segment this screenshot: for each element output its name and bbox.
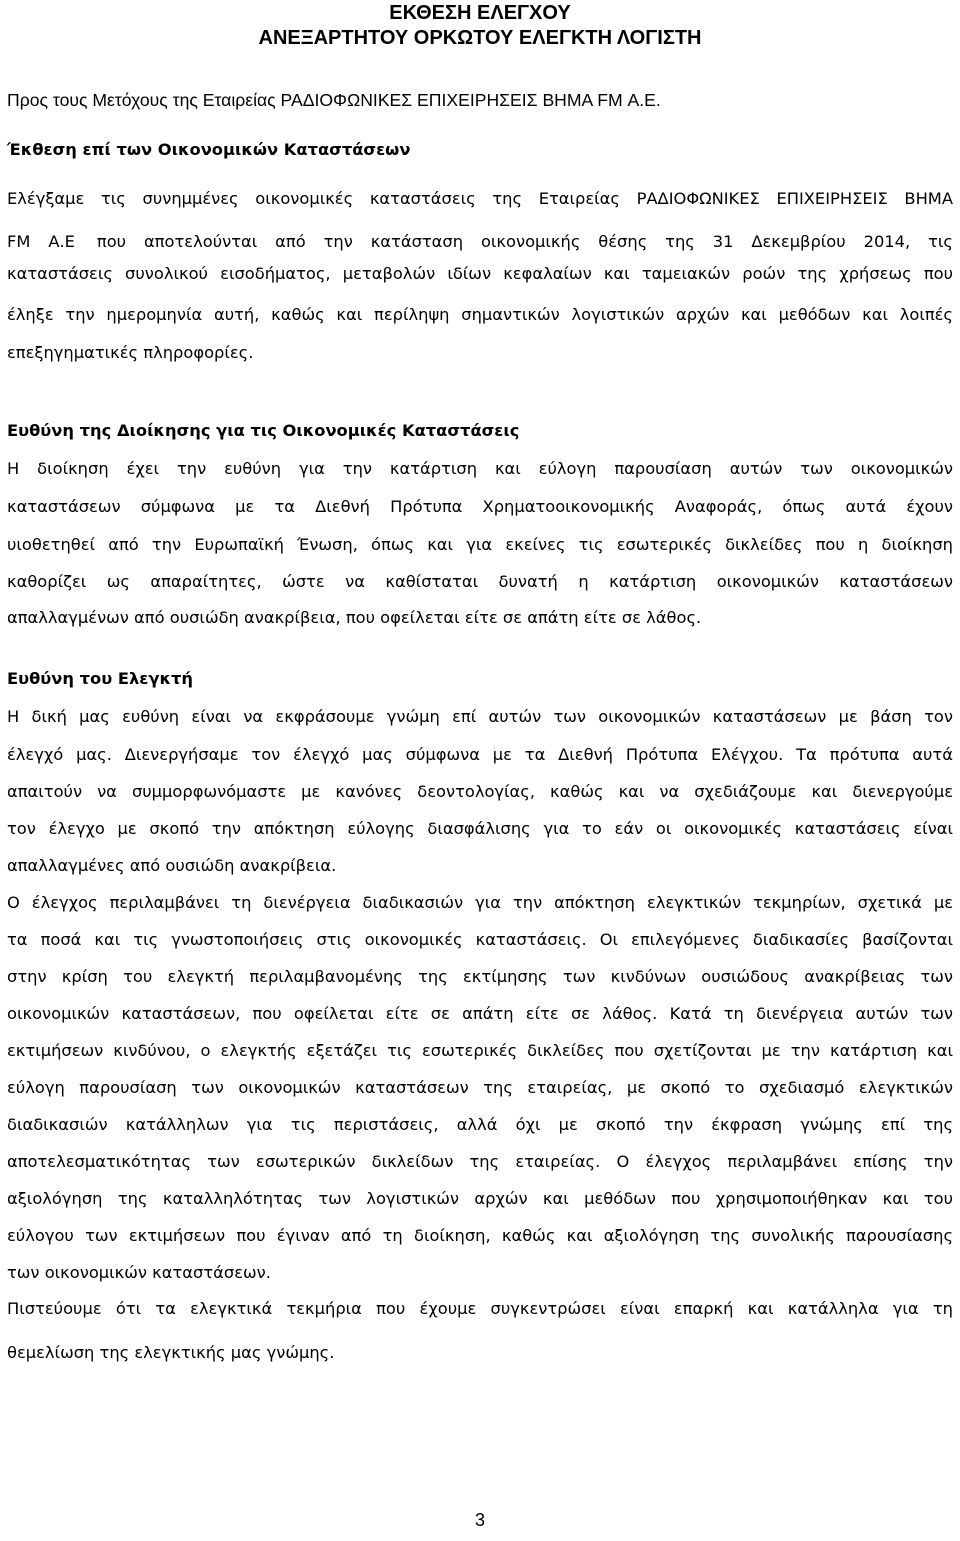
paragraph-line: Ο έλεγχος περιλαμβάνει τη διενέργεια διαδικασιών για την απόκτηση ελεγκτικών τεκμηρίων, σχετικά με: [7, 893, 953, 912]
report-addressee: Προς τους Μετόχους της Εταιρείας ΡΑΔΙΟΦΩΝΙΚΕΣ ΕΠΙΧΕΙΡΗΣΕΙΣ ΒΗΜΑ FM Α.Ε.: [7, 90, 661, 110]
report-title-line1: ΕΚΘΕΣΗ ΕΛΕΓΧΟΥ: [389, 2, 571, 24]
paragraph-line: στην κρίση του ελεγκτή περιλαμβανομένης της εκτίμησης των κινδύνων ουσιώδους ανακρίβειας των: [7, 967, 953, 986]
section-heading-financial-statements: Έκθεση επί των Οικονομικών Καταστάσεων: [7, 140, 411, 159]
paragraph-line: Η διοίκηση έχει την ευθύνη για την κατάρτιση και εύλογη παρουσίαση αυτών των οικονομικών: [7, 459, 953, 478]
paragraph-line: τον έλεγχο με σκοπό την απόκτηση εύλογης διασφάλισης για το εάν οι οικονομικές καταστάσεις είναι: [7, 819, 953, 838]
report-title-line2: ΑΝΕΞΑΡΤΗΤΟΥ ΟΡΚΩΤΟΥ ΕΛΕΓΚΤΗ ΛΟΓΙΣΤΗ: [258, 27, 702, 49]
section-heading-management-responsibility: Ευθύνη της Διοίκησης για τις Οικονομικές Καταστάσεις: [7, 421, 520, 440]
paragraph-line: διαδικασιών κατάλληλων για τις περιστάσεις, αλλά όχι με σκοπό την έκφραση γνώμης επί της: [7, 1115, 953, 1134]
paragraph-line: αξιολόγηση της καταλληλότητας των λογιστικών αρχών και μεθόδων που χρησιμοποιήθηκαν και του: [7, 1189, 953, 1208]
paragraph-line: Η δική μας ευθύνη είναι να εκφράσουμε γνώμη επί αυτών των οικονομικών καταστάσεων με βάση τον: [7, 707, 953, 726]
paragraph-line-part: που αποτελούνται από την κατάσταση οικονομικής θέσης της 31 Δεκεμβρίου 2014, τις: [96, 232, 953, 251]
paragraph-line-part: FM Α.Ε: [7, 232, 75, 251]
paragraph-line: εκτιμήσεων κινδύνου, ο ελεγκτής εξετάζει τις εσωτερικές δικλείδες που σχετίζονται με την κατάρτιση και: [7, 1041, 953, 1060]
paragraph-line: επεξηγηματικές πληροφορίες.: [7, 343, 254, 362]
paragraph-line: των οικονομικών καταστάσεων.: [7, 1263, 271, 1282]
paragraph-line: υιοθετηθεί από την Ευρωπαϊκή Ένωση, όπως και για εκείνες τις εσωτερικές δικλείδες που η διοίκηση: [7, 535, 953, 554]
paragraph-line: καταστάσεων σύμφωνα με τα Διεθνή Πρότυπα Χρηματοοικονομικής Αναφοράς, όπως αυτά έχουν: [7, 497, 953, 516]
paragraph-line: έλεγχό μας. Διενεργήσαμε τον έλεγχό μας σύμφωνα με τα Διεθνή Πρότυπα Ελέγχου. Τα πρότυπα αυτά: [7, 745, 953, 764]
report-page: [7, 0, 955, 1541]
paragraph-line: απαλλαγμένων από ουσιώδη ανακρίβεια, που οφείλεται είτε σε απάτη είτε σε λάθος.: [7, 608, 702, 627]
paragraph-line: Ελέγξαμε τις συνημμένες οικονομικές καταστάσεις της Εταιρείας ΡΑΔΙΟΦΩΝΙΚΕΣ ΕΠΙΧΕΙΡΗΣΕΙΣ ΒΗΜΑ: [7, 189, 953, 208]
paragraph-line: εύλογη παρουσίαση των οικονομικών καταστάσεων της εταιρείας, με σκοπό το σχεδιασμό ελεγκτικών: [7, 1078, 953, 1097]
section-heading-auditor-responsibility: Ευθύνη του Ελεγκτή: [7, 669, 194, 688]
paragraph-line: θεμελίωση της ελεγκτικής μας γνώμης.: [7, 1343, 335, 1362]
paragraph-line: αποτελεσματικότητας των εσωτερικών δικλείδων της εταιρείας. Ο έλεγχος περιλαμβάνει επίσης την: [7, 1152, 953, 1171]
paragraph-line: καθορίζει ως απαραίτητες, ώστε να καθίσταται δυνατή η κατάρτιση οικονομικών καταστάσεων: [7, 572, 953, 591]
paragraph-line: απαλλαγμένες από ουσιώδη ανακρίβεια.: [7, 856, 337, 875]
paragraph-line: απαιτούν να συμμορφωνόμαστε με κανόνες δεοντολογίας, καθώς και να σχεδιάζουμε και διενεργούμε: [7, 782, 953, 801]
paragraph-line: έληξε την ημερομηνία αυτή, καθώς και περίληψη σημαντικών λογιστικών αρχών και μεθόδων και λοιπές: [7, 305, 953, 324]
paragraph-line: [7, 230, 953, 254]
paragraph-line: Πιστεύουμε ότι τα ελεγκτικά τεκμήρια που έχουμε συγκεντρώσει είναι επαρκή και κατάλληλα για τη: [7, 1299, 953, 1318]
paragraph-line: οικονομικών καταστάσεων, που οφείλεται είτε σε απάτη είτε σε λάθος. Κατά τη διενέργεια αυτών των: [7, 1004, 953, 1023]
paragraph-line: καταστάσεις συνολικού εισοδήματος, μεταβολών ιδίων κεφαλαίων και ταμειακών ροών της χρήσεως που: [7, 264, 953, 283]
paragraph-line: τα ποσά και τις γνωστοποιήσεις στις οικονομικές καταστάσεις. Οι επιλεγόμενες διαδικασίες βασίζονται: [7, 930, 953, 949]
page-number: 3: [474, 1510, 485, 1530]
paragraph-line: εύλογου των εκτιμήσεων που έγιναν από τη διοίκηση, καθώς και αξιολόγηση της συνολικής παρουσίασης: [7, 1226, 953, 1245]
